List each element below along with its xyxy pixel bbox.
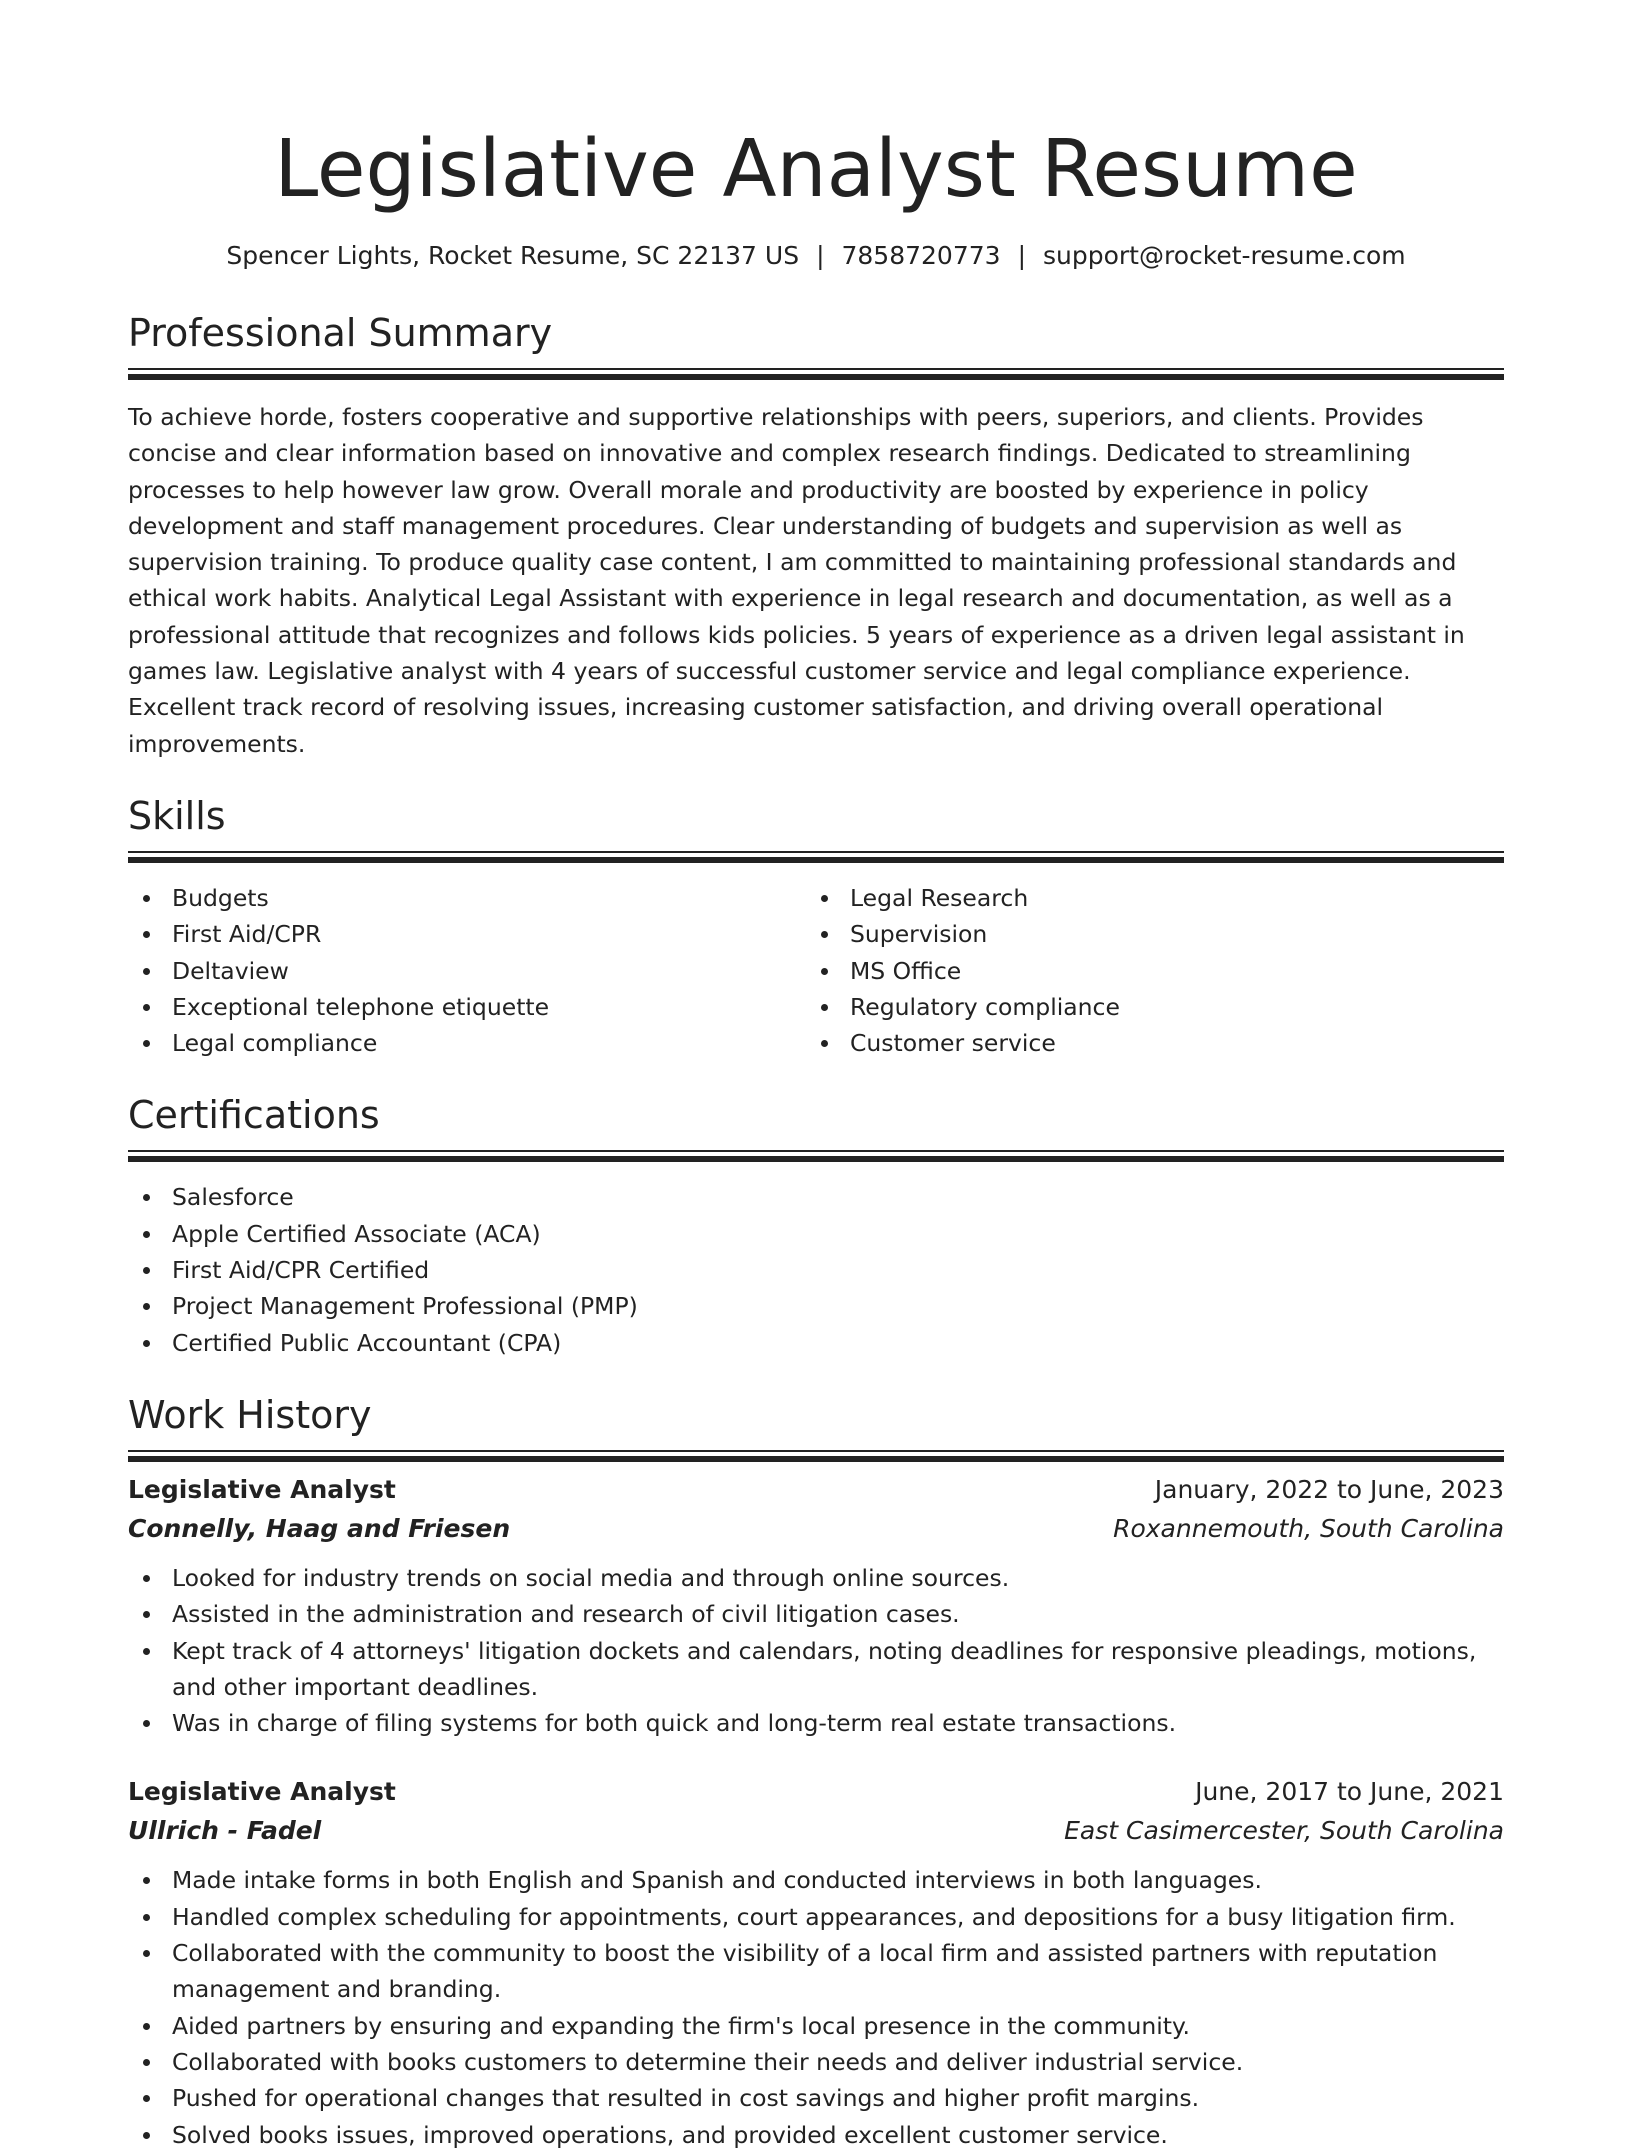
certifications-section xyxy=(128,1090,1504,1360)
resume-title: Legislative Analyst Resume xyxy=(274,123,1358,215)
job-location: East Casimercester, South Carolina xyxy=(1064,1816,1504,1846)
job-company: Ullrich - Fadel xyxy=(128,1816,322,1846)
skills-heading: Skills xyxy=(128,793,226,838)
contact-separator: | xyxy=(816,241,825,270)
skills-grid xyxy=(128,880,1504,1061)
skill-item: Customer service xyxy=(806,1025,1484,1061)
job-dates: June, 2017 to June, 2021 xyxy=(1195,1777,1504,1807)
job-company: Connelly, Haag and Friesen xyxy=(128,1513,511,1543)
contact-email: support@rocket-resume.com xyxy=(1043,241,1406,270)
job-title: Legislative Analyst xyxy=(128,1474,396,1504)
job-entry xyxy=(128,1772,1504,2152)
certifications-list xyxy=(128,1179,1504,1360)
resume-page xyxy=(128,0,1504,2153)
skills-section xyxy=(128,791,1504,1061)
certification-item: Salesforce xyxy=(128,1179,1504,1215)
certification-item: Certified Public Accountant (CPA) xyxy=(128,1325,1504,1361)
contact-separator: | xyxy=(1017,241,1026,270)
job-dates: January, 2022 to June, 2023 xyxy=(1154,1474,1504,1504)
contact-line xyxy=(128,239,1504,273)
summary-section xyxy=(128,308,1504,762)
skill-item: Supervision xyxy=(806,916,1484,952)
skill-item: Legal Research xyxy=(806,880,1484,916)
skill-item: MS Office xyxy=(806,953,1484,989)
job-bullet: Solved books issues, improved operations, and provided excellent customer service. xyxy=(128,2117,1504,2153)
section-divider xyxy=(128,368,1504,370)
section-divider xyxy=(128,1150,1504,1152)
skill-item: Exceptional telephone etiquette xyxy=(128,989,806,1025)
work-history-section xyxy=(128,1390,1504,2153)
section-divider xyxy=(128,851,1504,853)
summary-heading: Professional Summary xyxy=(128,311,553,355)
summary-text: To achieve horde, fosters cooperative and supportive relationships with peers, superiors, and clients. Provides concise and clear information based on innovative and complex research findings. Dedicated to streamlining processes to help however law grow. Overall morale and productivity are boosted by experience in policy development and staff management procedures. Clear understanding of budgets and supervision as well as supervision training. To produce quality case content, I am committed to maintaining professional standards and ethical work habits. Analytical Legal Assistant with experience in legal research and documentation, as well as a professional attitude that recognizes and follows kids policies. 5 years of experience as a driven legal assistant in games law. Legislative analyst with 4 years of successful customer service and legal compliance experience. Excellent track record of resolving issues, increasing customer satisfaction, and driving overall operational improvements. xyxy=(128,403,1465,758)
certification-item: Apple Certified Associate (ACA) xyxy=(128,1216,1504,1252)
job-bullets xyxy=(128,1560,1504,1741)
skill-item: Regulatory compliance xyxy=(806,989,1484,1025)
certification-item: First Aid/CPR Certified xyxy=(128,1252,1504,1288)
job-location: Roxannemouth, South Carolina xyxy=(1113,1513,1504,1543)
work-history-heading: Work History xyxy=(128,1392,372,1437)
job-bullet: Handled complex scheduling for appointments, court appearances, and depositions for a busy litigation firm. xyxy=(128,1899,1504,1935)
job-bullet: Kept track of 4 attorneys' litigation dockets and calendars, noting deadlines for responsive pleadings, motions, and other important deadlines. xyxy=(128,1633,1504,1706)
job-company-row xyxy=(128,1811,1504,1850)
job-entry xyxy=(128,1470,1504,1741)
job-bullet: Pushed for operational changes that resulted in cost savings and higher profit margins. xyxy=(128,2080,1504,2116)
certification-item: Project Management Professional (PMP) xyxy=(128,1288,1504,1324)
section-divider xyxy=(128,1450,1504,1452)
job-bullet: Aided partners by ensuring and expanding the firm's local presence in the community. xyxy=(128,2008,1504,2044)
job-header-row xyxy=(128,1772,1504,1811)
job-bullets xyxy=(128,1862,1504,2152)
job-bullet: Collaborated with books customers to determine their needs and deliver industrial service. xyxy=(128,2044,1504,2080)
certifications-heading: Certifications xyxy=(128,1093,380,1138)
job-company-row xyxy=(128,1509,1504,1548)
skill-item: Deltaview xyxy=(128,953,806,989)
job-header-row xyxy=(128,1470,1504,1509)
job-bullet: Assisted in the administration and research of civil litigation cases. xyxy=(128,1596,1504,1632)
job-title: Legislative Analyst xyxy=(128,1777,396,1807)
contact-address: Spencer Lights, Rocket Resume, SC 22137 US xyxy=(226,241,800,270)
skill-item: First Aid/CPR xyxy=(128,916,806,952)
skills-list-right xyxy=(806,880,1484,1061)
skill-item: Legal compliance xyxy=(128,1025,806,1061)
job-bullet: Was in charge of filing systems for both quick and long-term real estate transactions. xyxy=(128,1705,1504,1741)
skill-item: Budgets xyxy=(128,880,806,916)
contact-phone: 7858720773 xyxy=(841,241,1001,270)
job-bullet: Collaborated with the community to boost the visibility of a local firm and assisted partners with reputation management and branding. xyxy=(128,1935,1504,2008)
job-bullet: Made intake forms in both English and Spanish and conducted interviews in both languages. xyxy=(128,1862,1504,1898)
skills-list-left xyxy=(128,880,806,1061)
job-bullet: Looked for industry trends on social media and through online sources. xyxy=(128,1560,1504,1596)
